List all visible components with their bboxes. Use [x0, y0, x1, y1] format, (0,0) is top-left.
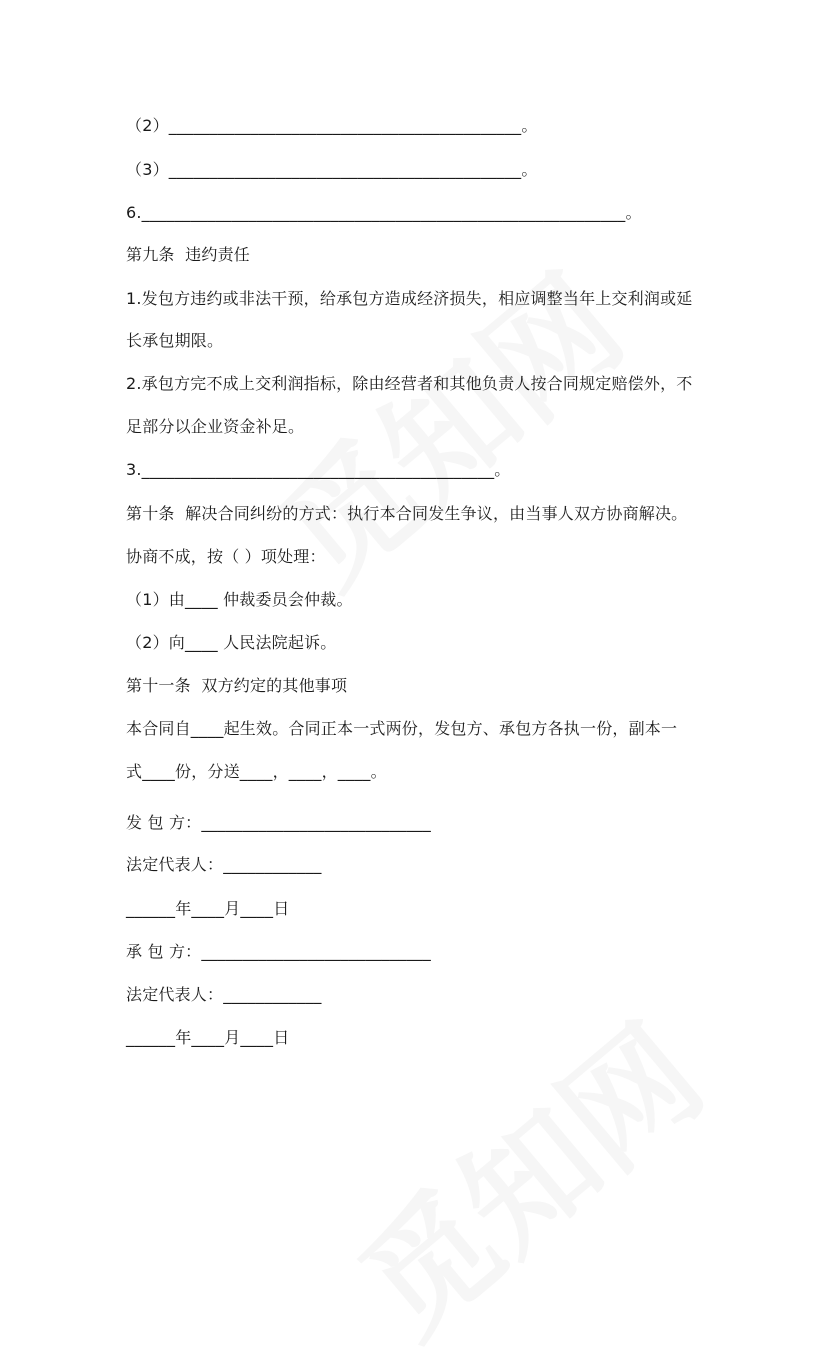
party-b-representative: 法定代表人：____________ — [126, 985, 322, 1004]
article-9-item-2: 2.承包方完不成上交利润指标，除由经营者和其他负责人按合同规定赔偿外，不 — [126, 374, 693, 393]
article-10-cont: 协商不成，按（ ）项处理： — [126, 547, 326, 566]
article-9-item-3: 3.___________________________________________。 — [126, 460, 511, 479]
party-a-line: 发 包 方：____________________________ — [126, 813, 431, 832]
article-9-item-1-cont: 长承包期限。 — [126, 331, 224, 350]
article-11-heading: 第十一条 双方约定的其他事项 — [126, 676, 348, 695]
party-a-representative: 法定代表人：____________ — [126, 855, 322, 874]
article-10-heading: 第十条 解决合同纠纷的方式：执行本合同发生争议，由当事人双方协商解决。 — [126, 504, 688, 523]
article-10-option-2: （2）向____ 人民法院起诉。 — [126, 633, 337, 652]
party-a-date: ______年____月____日 — [126, 899, 290, 918]
article-9-item-2-cont: 足部分以企业资金补足。 — [126, 417, 305, 436]
party-b-line: 承 包 方：____________________________ — [126, 942, 431, 961]
watermark-bottom — [316, 977, 735, 1370]
article-11-text-cont: 式____份，分送____，____，____。 — [126, 762, 387, 781]
article-10-option-1: （1）由____ 仲裁委员会仲裁。 — [126, 590, 353, 609]
article-11-text: 本合同自____起生效。合同正本一式两份，发包方、承包方各执一份，副本一 — [126, 719, 678, 738]
article-9-heading: 第九条 违约责任 — [126, 245, 250, 264]
party-b-date: ______年____月____日 — [126, 1028, 290, 1047]
article-9-item-1: 1.发包方违约或非法干预，给承包方造成经济损失，相应调整当年上交利润或延 — [126, 289, 693, 308]
clause-item-3: （3）___________________________________________。 — [126, 160, 538, 179]
clause-item-2: （2）___________________________________________。 — [126, 116, 538, 135]
clause-item-6: 6.___________________________________________________________。 — [126, 203, 642, 222]
